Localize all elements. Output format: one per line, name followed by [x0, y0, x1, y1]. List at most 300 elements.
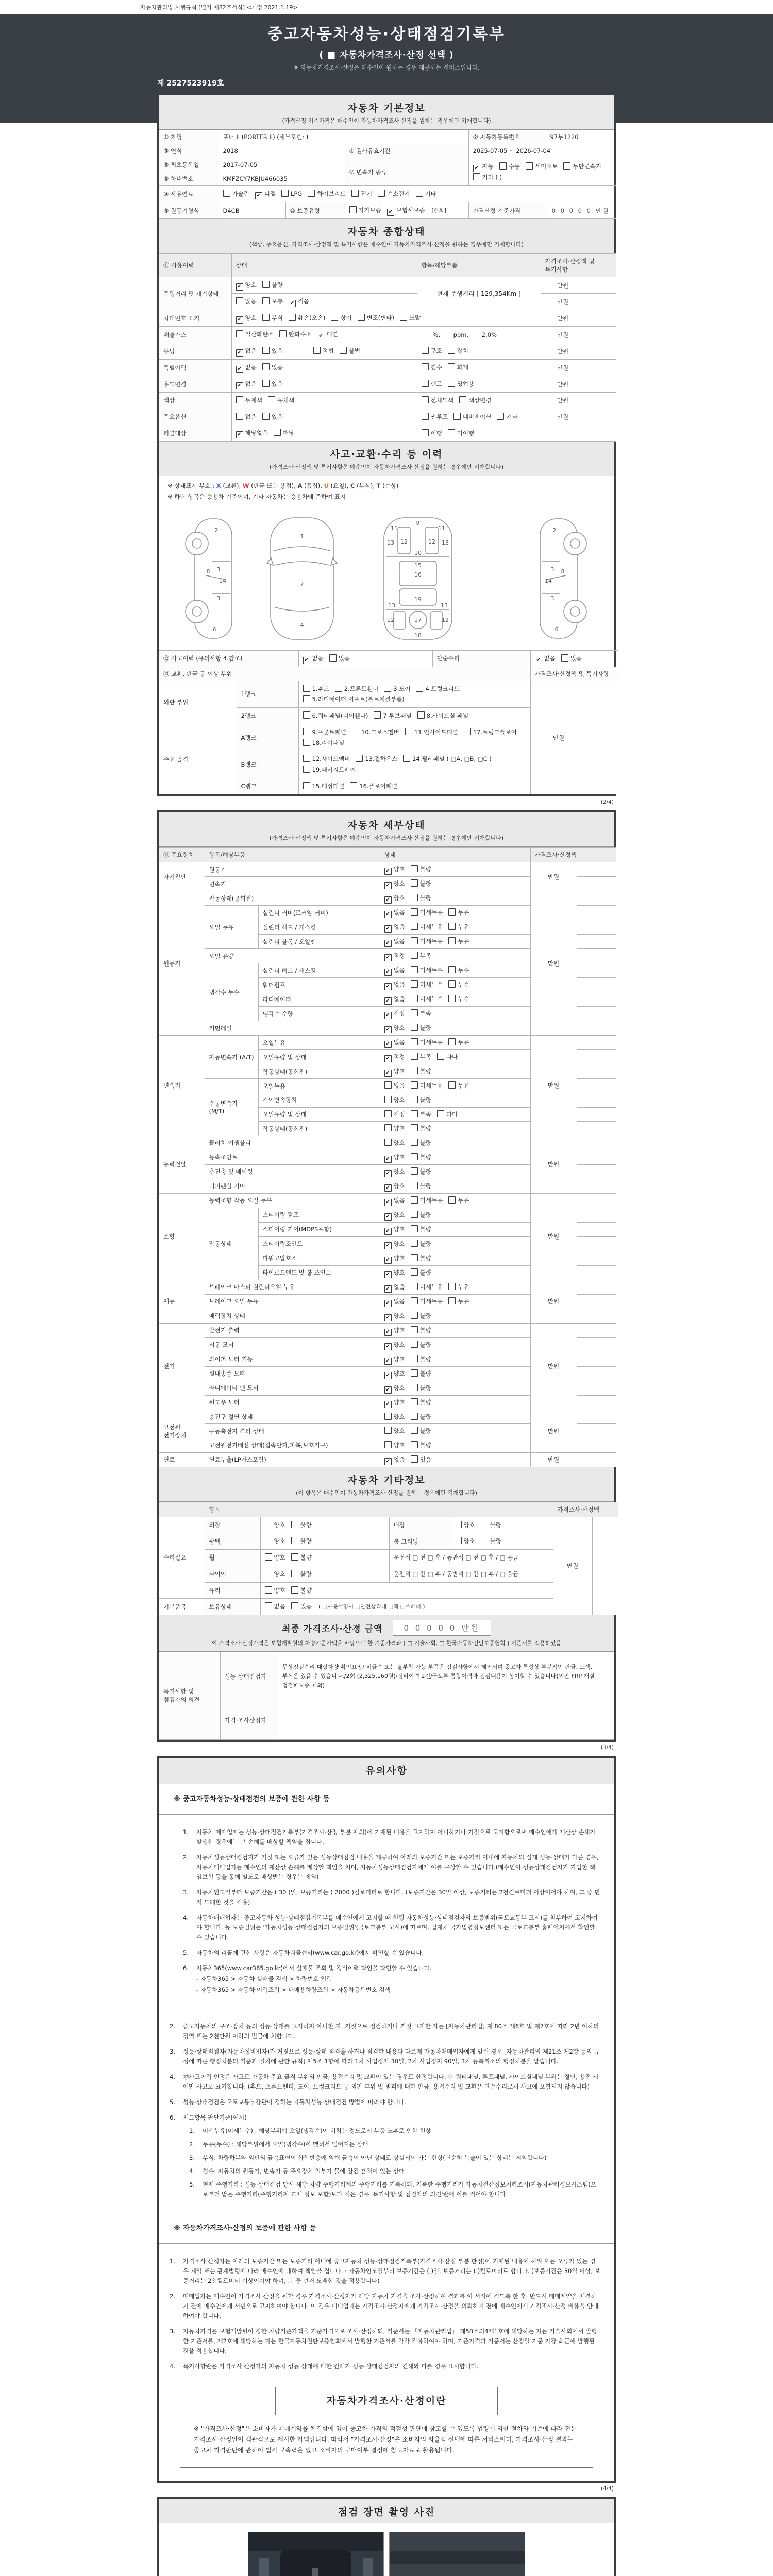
checkbox-option[interactable]	[411, 1224, 431, 1235]
checkbox-option[interactable]	[265, 1585, 285, 1596]
checkbox-unchecked-icon[interactable]	[464, 728, 471, 735]
checkbox-option[interactable]	[422, 395, 453, 406]
checkbox-option[interactable]	[411, 1123, 431, 1134]
checkbox-checked-icon[interactable]: ✔	[236, 366, 243, 373]
checkbox-option[interactable]	[535, 653, 556, 664]
checkbox-option[interactable]	[448, 922, 469, 933]
checkbox-option[interactable]	[384, 1239, 405, 1249]
checkbox-option[interactable]	[291, 1552, 312, 1563]
checkbox-checked-icon[interactable]: ✔	[384, 954, 392, 961]
checkbox-option[interactable]	[422, 379, 442, 389]
checkbox-option[interactable]	[335, 684, 379, 694]
checkbox-option[interactable]	[262, 296, 283, 307]
checkbox-checked-icon[interactable]: ✔	[384, 1070, 392, 1077]
checkbox-option[interactable]	[374, 710, 411, 721]
checkbox-option[interactable]	[262, 346, 283, 357]
checkbox-unchecked-icon[interactable]	[289, 314, 296, 321]
checkbox-unchecked-icon[interactable]	[411, 1398, 418, 1405]
checkbox-unchecked-icon[interactable]	[384, 1081, 392, 1089]
checkbox-unchecked-icon[interactable]	[422, 363, 429, 370]
checkbox-unchecked-icon[interactable]	[448, 923, 456, 930]
checkbox-checked-icon[interactable]: ✔	[303, 657, 310, 664]
checkbox-unchecked-icon[interactable]	[384, 1413, 392, 1420]
checkbox-unchecked-icon[interactable]	[384, 1139, 392, 1146]
checkbox-unchecked-icon[interactable]	[411, 1211, 418, 1218]
checkbox-option[interactable]	[448, 907, 469, 918]
checkbox-unchecked-icon[interactable]	[411, 1355, 418, 1362]
checkbox-option[interactable]	[448, 346, 468, 357]
checkbox-option[interactable]	[411, 1008, 431, 1019]
checkbox-option[interactable]	[303, 694, 405, 705]
checkbox-unchecked-icon[interactable]	[448, 347, 455, 354]
checkbox-option[interactable]	[411, 1440, 431, 1451]
checkbox-unchecked-icon[interactable]	[411, 1196, 418, 1204]
checkbox-unchecked-icon[interactable]	[448, 1081, 456, 1089]
checkbox-unchecked-icon[interactable]	[313, 347, 321, 354]
checkbox-option[interactable]	[448, 379, 474, 389]
checkbox-unchecked-icon[interactable]	[448, 980, 456, 988]
checkbox-option[interactable]	[499, 161, 520, 172]
checkbox-unchecked-icon[interactable]	[384, 1441, 392, 1448]
checkbox-option[interactable]	[236, 428, 268, 438]
checkbox-option[interactable]	[473, 161, 494, 172]
checkbox-unchecked-icon[interactable]	[422, 413, 429, 420]
checkbox-option[interactable]	[448, 936, 469, 947]
checkbox-option[interactable]	[281, 189, 302, 199]
checkbox-option[interactable]	[384, 1397, 405, 1408]
checkbox-checked-icon[interactable]: ✔	[384, 925, 392, 933]
checkbox-option[interactable]	[265, 1552, 285, 1563]
checkbox-unchecked-icon[interactable]	[417, 711, 425, 719]
checkbox-option[interactable]	[411, 1152, 431, 1163]
checkbox-option[interactable]	[411, 907, 443, 918]
checkbox-option[interactable]	[411, 864, 431, 875]
checkbox-checked-icon[interactable]: ✔	[384, 882, 392, 889]
checkbox-unchecked-icon[interactable]	[303, 739, 310, 746]
checkbox-unchecked-icon[interactable]	[308, 190, 315, 197]
checkbox-option[interactable]	[303, 653, 324, 664]
checkbox-unchecked-icon[interactable]	[262, 363, 270, 370]
checkbox-unchecked-icon[interactable]	[384, 1110, 392, 1117]
checkbox-unchecked-icon[interactable]	[351, 190, 359, 197]
checkbox-option[interactable]	[268, 395, 294, 406]
checkbox-unchecked-icon[interactable]	[411, 1182, 418, 1189]
checkbox-option[interactable]	[411, 878, 431, 889]
checkbox-unchecked-icon[interactable]	[411, 1096, 418, 1103]
checkbox-unchecked-icon[interactable]	[481, 1537, 488, 1544]
checkbox-option[interactable]	[411, 1023, 431, 1033]
checkbox-option[interactable]	[411, 1340, 431, 1350]
checkbox-option[interactable]	[411, 1095, 431, 1106]
checkbox-option[interactable]	[384, 1037, 405, 1048]
checkbox-option[interactable]	[411, 1368, 431, 1379]
checkbox-option[interactable]	[303, 727, 347, 738]
checkbox-unchecked-icon[interactable]	[411, 1038, 418, 1045]
checkbox-option[interactable]	[303, 684, 329, 694]
checkbox-option[interactable]	[236, 313, 257, 324]
checkbox-unchecked-icon[interactable]	[411, 952, 418, 959]
checkbox-unchecked-icon[interactable]	[291, 1537, 298, 1544]
checkbox-unchecked-icon[interactable]	[236, 297, 243, 304]
checkbox-option[interactable]	[384, 1123, 405, 1134]
checkbox-option[interactable]	[411, 1181, 431, 1192]
checkbox-unchecked-icon[interactable]	[411, 1326, 418, 1333]
checkbox-option[interactable]	[384, 1340, 405, 1350]
checkbox-unchecked-icon[interactable]	[411, 1283, 418, 1290]
checkbox-option[interactable]	[384, 1195, 405, 1206]
checkbox-option[interactable]	[497, 412, 517, 422]
checkbox-option[interactable]	[384, 1109, 405, 1120]
checkbox-unchecked-icon[interactable]	[473, 173, 480, 180]
checkbox-unchecked-icon[interactable]	[455, 1521, 462, 1528]
checkbox-option[interactable]	[411, 1426, 431, 1436]
checkbox-checked-icon[interactable]: ✔	[384, 1386, 392, 1394]
checkbox-unchecked-icon[interactable]	[422, 396, 429, 403]
checkbox-unchecked-icon[interactable]	[455, 1537, 462, 1544]
checkbox-checked-icon[interactable]: ✔	[384, 1285, 392, 1293]
checkbox-unchecked-icon[interactable]	[411, 879, 418, 887]
checkbox-unchecked-icon[interactable]	[331, 314, 338, 321]
checkbox-unchecked-icon[interactable]	[236, 330, 243, 337]
checkbox-unchecked-icon[interactable]	[291, 1570, 298, 1577]
checkbox-unchecked-icon[interactable]	[340, 347, 347, 354]
checkbox-option[interactable]	[262, 313, 283, 324]
checkbox-option[interactable]	[411, 1296, 443, 1307]
checkbox-option[interactable]	[417, 710, 468, 721]
checkbox-unchecked-icon[interactable]	[265, 1570, 272, 1577]
checkbox-option[interactable]	[411, 1052, 431, 1062]
checkbox-unchecked-icon[interactable]	[303, 695, 310, 702]
checkbox-option[interactable]	[384, 965, 405, 976]
checkbox-unchecked-icon[interactable]	[563, 162, 570, 170]
checkbox-option[interactable]	[262, 412, 283, 422]
checkbox-unchecked-icon[interactable]	[497, 413, 504, 420]
checkbox-option[interactable]	[291, 1601, 312, 1612]
checkbox-option[interactable]	[384, 994, 405, 1005]
checkbox-unchecked-icon[interactable]	[356, 755, 363, 762]
checkbox-checked-icon[interactable]: ✔	[236, 431, 243, 438]
checkbox-option[interactable]	[411, 1397, 431, 1408]
checkbox-option[interactable]	[411, 1210, 431, 1221]
checkbox-unchecked-icon[interactable]	[411, 1024, 418, 1031]
checkbox-unchecked-icon[interactable]	[411, 1413, 418, 1420]
checkbox-unchecked-icon[interactable]	[262, 380, 270, 387]
checkbox-unchecked-icon[interactable]	[448, 363, 455, 370]
checkbox-checked-icon[interactable]: ✔	[384, 868, 392, 875]
checkbox-unchecked-icon[interactable]	[265, 1586, 272, 1594]
checkbox-option[interactable]	[291, 1520, 312, 1531]
checkbox-option[interactable]	[384, 1253, 405, 1264]
checkbox-unchecked-icon[interactable]	[448, 908, 456, 916]
checkbox-checked-icon[interactable]: ✔	[384, 969, 392, 976]
checkbox-unchecked-icon[interactable]	[448, 1038, 456, 1045]
checkbox-option[interactable]	[265, 1601, 285, 1612]
checkbox-unchecked-icon[interactable]	[411, 1110, 418, 1117]
checkbox-unchecked-icon[interactable]	[411, 995, 418, 1002]
checkbox-option[interactable]	[411, 1239, 431, 1249]
checkbox-option[interactable]	[411, 1109, 431, 1120]
checkbox-unchecked-icon[interactable]	[352, 728, 359, 735]
checkbox-option[interactable]	[411, 936, 443, 947]
checkbox-option[interactable]	[526, 161, 558, 172]
checkbox-option[interactable]	[384, 1412, 405, 1422]
checkbox-unchecked-icon[interactable]	[384, 1124, 392, 1131]
checkbox-option[interactable]	[384, 1368, 405, 1379]
checkbox-unchecked-icon[interactable]	[448, 380, 455, 387]
checkbox-unchecked-icon[interactable]	[448, 1283, 456, 1290]
checkbox-option[interactable]	[303, 754, 350, 765]
checkbox-option[interactable]	[356, 754, 397, 765]
checkbox-option[interactable]	[422, 346, 442, 357]
checkbox-option[interactable]	[384, 1166, 405, 1177]
checkbox-checked-icon[interactable]: ✔	[384, 1156, 392, 1163]
checkbox-checked-icon[interactable]: ✔	[384, 1401, 392, 1408]
checkbox-unchecked-icon[interactable]	[411, 1369, 418, 1377]
checkbox-checked-icon[interactable]: ✔	[384, 1026, 392, 1033]
checkbox-option[interactable]	[236, 379, 257, 389]
checkbox-unchecked-icon[interactable]	[422, 429, 429, 436]
checkbox-option[interactable]	[291, 1536, 312, 1547]
checkbox-option[interactable]	[411, 922, 443, 933]
checkbox-unchecked-icon[interactable]	[274, 429, 281, 436]
checkbox-option[interactable]	[262, 280, 283, 291]
checkbox-option[interactable]	[384, 951, 405, 961]
checkbox-option[interactable]	[384, 864, 405, 875]
checkbox-option[interactable]	[350, 781, 397, 792]
checkbox-checked-icon[interactable]: ✔	[384, 1329, 392, 1336]
checkbox-unchecked-icon[interactable]	[411, 1139, 418, 1146]
checkbox-unchecked-icon[interactable]	[411, 1254, 418, 1261]
checkbox-unchecked-icon[interactable]	[384, 1427, 392, 1434]
checkbox-unchecked-icon[interactable]	[448, 429, 455, 436]
checkbox-checked-icon[interactable]: ✔	[236, 316, 243, 324]
checkbox-checked-icon[interactable]: ✔	[387, 209, 394, 216]
checkbox-checked-icon[interactable]: ✔	[384, 1012, 392, 1019]
checkbox-unchecked-icon[interactable]	[411, 1124, 418, 1131]
checkbox-option[interactable]	[384, 1138, 405, 1148]
checkbox-unchecked-icon[interactable]	[303, 711, 310, 719]
checkbox-option[interactable]	[403, 754, 492, 765]
checkbox-option[interactable]	[352, 727, 399, 738]
checkbox-option[interactable]	[384, 922, 405, 933]
checkbox-unchecked-icon[interactable]	[265, 1537, 272, 1544]
checkbox-option[interactable]	[411, 965, 443, 976]
checkbox-option[interactable]	[384, 1224, 405, 1235]
checkbox-option[interactable]	[561, 653, 582, 664]
checkbox-unchecked-icon[interactable]	[411, 1167, 418, 1175]
checkbox-option[interactable]	[448, 994, 469, 1005]
checkbox-unchecked-icon[interactable]	[561, 654, 568, 662]
checkbox-unchecked-icon[interactable]	[303, 755, 310, 762]
checkbox-option[interactable]	[384, 1080, 405, 1091]
checkbox-option[interactable]	[453, 412, 492, 422]
checkbox-option[interactable]	[289, 313, 325, 324]
checkbox-checked-icon[interactable]: ✔	[236, 283, 243, 291]
checkbox-checked-icon[interactable]: ✔	[384, 1314, 392, 1321]
checkbox-option[interactable]	[563, 161, 601, 172]
checkbox-option[interactable]	[411, 1354, 431, 1365]
checkbox-checked-icon[interactable]: ✔	[384, 940, 392, 947]
checkbox-option[interactable]	[384, 893, 405, 904]
checkbox-checked-icon[interactable]: ✔	[236, 349, 243, 357]
checkbox-checked-icon[interactable]: ✔	[384, 1228, 392, 1235]
checkbox-unchecked-icon[interactable]	[384, 1096, 392, 1103]
checkbox-option[interactable]	[384, 979, 405, 990]
checkbox-checked-icon[interactable]: ✔	[384, 1170, 392, 1177]
checkbox-option[interactable]	[384, 1066, 405, 1077]
checkbox-unchecked-icon[interactable]	[303, 728, 310, 735]
checkbox-option[interactable]	[400, 313, 421, 324]
checkbox-unchecked-icon[interactable]	[303, 685, 310, 692]
checkbox-unchecked-icon[interactable]	[411, 966, 418, 973]
checkbox-unchecked-icon[interactable]	[481, 1521, 488, 1528]
checkbox-option[interactable]	[236, 346, 257, 357]
checkbox-option[interactable]	[384, 1210, 405, 1221]
checkbox-unchecked-icon[interactable]	[448, 1196, 456, 1204]
checkbox-checked-icon[interactable]: ✔	[255, 192, 262, 199]
checkbox-unchecked-icon[interactable]	[411, 1455, 418, 1463]
checkbox-option[interactable]	[455, 1536, 475, 1547]
checkbox-option[interactable]	[255, 189, 276, 199]
checkbox-checked-icon[interactable]: ✔	[384, 1358, 392, 1365]
checkbox-option[interactable]	[384, 1296, 405, 1307]
checkbox-option[interactable]	[464, 727, 517, 738]
checkbox-option[interactable]	[448, 428, 474, 439]
checkbox-option[interactable]	[340, 346, 360, 357]
checkbox-unchecked-icon[interactable]	[262, 347, 270, 354]
checkbox-checked-icon[interactable]: ✔	[384, 1271, 392, 1278]
checkbox-option[interactable]	[351, 189, 372, 199]
checkbox-option[interactable]	[411, 1325, 431, 1336]
checkbox-unchecked-icon[interactable]	[422, 380, 429, 387]
checkbox-option[interactable]	[411, 1282, 443, 1293]
checkbox-option[interactable]	[411, 1080, 443, 1091]
checkbox-checked-icon[interactable]: ✔	[384, 896, 392, 904]
checkbox-unchecked-icon[interactable]	[291, 1586, 298, 1594]
checkbox-unchecked-icon[interactable]	[403, 755, 410, 762]
checkbox-checked-icon[interactable]: ✔	[384, 1041, 392, 1048]
checkbox-option[interactable]	[236, 362, 257, 373]
checkbox-unchecked-icon[interactable]	[236, 413, 243, 420]
checkbox-option[interactable]	[384, 684, 410, 694]
checkbox-option[interactable]	[481, 1536, 501, 1547]
checkbox-checked-icon[interactable]: ✔	[384, 1372, 392, 1379]
checkbox-option[interactable]	[411, 893, 431, 904]
checkbox-option[interactable]	[303, 781, 345, 792]
checkbox-option[interactable]	[411, 1412, 431, 1422]
checkbox-option[interactable]	[405, 727, 458, 738]
checkbox-unchecked-icon[interactable]	[411, 1225, 418, 1232]
checkbox-option[interactable]	[411, 1138, 431, 1148]
checkbox-unchecked-icon[interactable]	[291, 1521, 298, 1528]
checkbox-checked-icon[interactable]: ✔	[384, 911, 392, 918]
checkbox-unchecked-icon[interactable]	[416, 190, 423, 197]
checkbox-unchecked-icon[interactable]	[411, 1384, 418, 1391]
checkbox-option[interactable]	[349, 205, 381, 216]
checkbox-unchecked-icon[interactable]	[526, 162, 533, 170]
checkbox-option[interactable]	[303, 738, 345, 749]
checkbox-option[interactable]	[262, 362, 283, 373]
checkbox-option[interactable]	[289, 296, 309, 307]
checkbox-option[interactable]	[448, 965, 469, 976]
checkbox-unchecked-icon[interactable]	[411, 1268, 418, 1276]
checkbox-option[interactable]	[384, 1267, 405, 1278]
checkbox-checked-icon[interactable]: ✔	[384, 1199, 392, 1206]
checkbox-unchecked-icon[interactable]	[265, 1602, 272, 1609]
checkbox-checked-icon[interactable]: ✔	[384, 983, 392, 990]
checkbox-checked-icon[interactable]: ✔	[384, 1055, 392, 1062]
checkbox-unchecked-icon[interactable]	[384, 685, 391, 692]
checkbox-option[interactable]	[236, 412, 257, 422]
checkbox-checked-icon[interactable]: ✔	[384, 997, 392, 1005]
checkbox-unchecked-icon[interactable]	[405, 728, 412, 735]
checkbox-option[interactable]	[448, 1296, 469, 1307]
checkbox-unchecked-icon[interactable]	[358, 314, 365, 321]
checkbox-option[interactable]	[236, 329, 274, 340]
checkbox-option[interactable]	[236, 296, 257, 307]
checkbox-option[interactable]	[422, 412, 448, 422]
checkbox-option[interactable]	[236, 280, 257, 291]
checkbox-unchecked-icon[interactable]	[411, 1341, 418, 1348]
checkbox-unchecked-icon[interactable]	[411, 1081, 418, 1089]
checkbox-unchecked-icon[interactable]	[262, 297, 270, 304]
checkbox-unchecked-icon[interactable]	[411, 1067, 418, 1074]
checkbox-checked-icon[interactable]: ✔	[384, 1257, 392, 1264]
checkbox-option[interactable]	[448, 1282, 469, 1293]
checkbox-unchecked-icon[interactable]	[437, 1053, 444, 1060]
checkbox-unchecked-icon[interactable]	[262, 314, 270, 321]
checkbox-checked-icon[interactable]: ✔	[384, 1242, 392, 1249]
checkbox-option[interactable]	[303, 765, 356, 775]
checkbox-option[interactable]	[384, 1383, 405, 1394]
checkbox-unchecked-icon[interactable]	[459, 396, 466, 403]
checkbox-checked-icon[interactable]: ✔	[473, 165, 480, 172]
checkbox-unchecked-icon[interactable]	[411, 1297, 418, 1304]
checkbox-unchecked-icon[interactable]	[453, 413, 461, 420]
checkbox-option[interactable]	[384, 1282, 405, 1293]
checkbox-option[interactable]	[384, 936, 405, 947]
checkbox-option[interactable]	[384, 1095, 405, 1106]
checkbox-unchecked-icon[interactable]	[400, 314, 407, 321]
checkbox-unchecked-icon[interactable]	[411, 980, 418, 988]
checkbox-option[interactable]	[416, 684, 460, 694]
checkbox-unchecked-icon[interactable]	[411, 1240, 418, 1247]
checkbox-option[interactable]	[384, 1008, 405, 1019]
checkbox-unchecked-icon[interactable]	[411, 1441, 418, 1448]
checkbox-option[interactable]	[331, 313, 351, 324]
checkbox-unchecked-icon[interactable]	[422, 347, 429, 354]
checkbox-option[interactable]	[411, 1267, 431, 1278]
checkbox-unchecked-icon[interactable]	[448, 995, 456, 1002]
checkbox-option[interactable]	[265, 1520, 285, 1531]
checkbox-option[interactable]	[384, 1440, 405, 1451]
checkbox-unchecked-icon[interactable]	[437, 1110, 444, 1117]
checkbox-unchecked-icon[interactable]	[262, 281, 270, 288]
checkbox-option[interactable]	[384, 1426, 405, 1436]
checkbox-unchecked-icon[interactable]	[281, 190, 289, 197]
checkbox-option[interactable]	[473, 172, 502, 183]
checkbox-option[interactable]	[291, 1569, 312, 1580]
checkbox-unchecked-icon[interactable]	[411, 937, 418, 944]
checkbox-option[interactable]	[411, 979, 443, 990]
checkbox-option[interactable]	[387, 205, 425, 216]
checkbox-unchecked-icon[interactable]	[329, 654, 337, 662]
checkbox-unchecked-icon[interactable]	[411, 1312, 418, 1319]
checkbox-option[interactable]	[411, 1166, 431, 1177]
checkbox-option[interactable]	[384, 1052, 405, 1062]
checkbox-unchecked-icon[interactable]	[411, 1009, 418, 1016]
checkbox-unchecked-icon[interactable]	[374, 711, 381, 719]
